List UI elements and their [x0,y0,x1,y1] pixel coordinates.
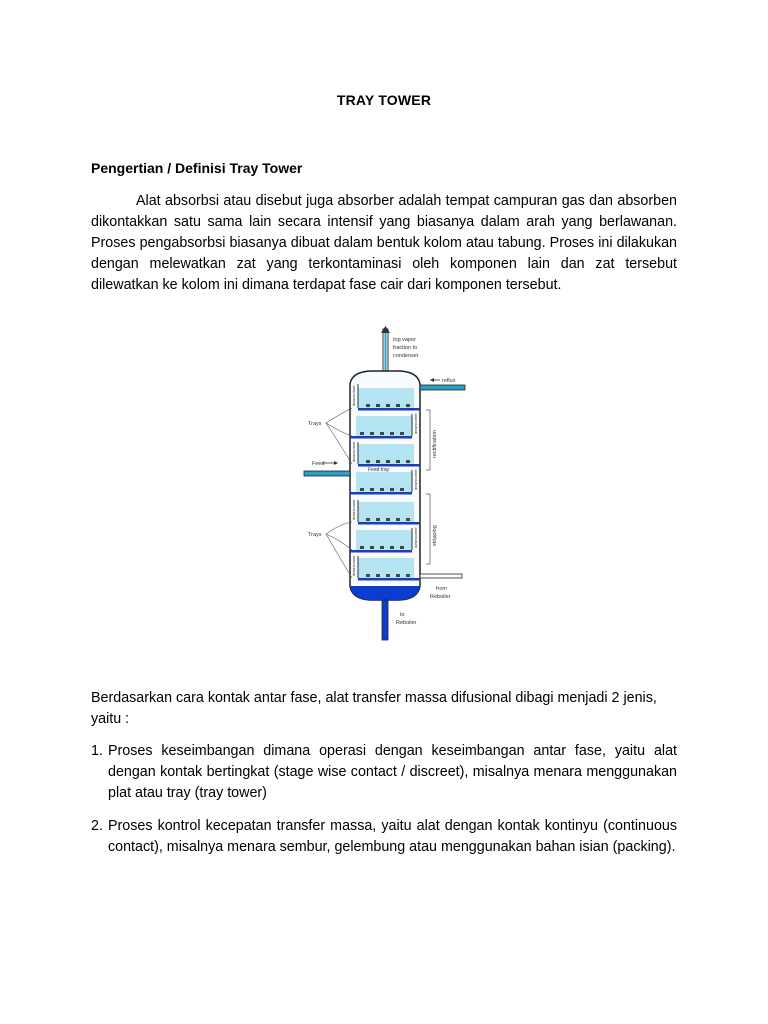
tray-tower-diagram [300,324,470,644]
reflux-label: reflux [442,378,456,384]
top-vapor-label-2: fraction to [393,345,418,351]
list-number: 1. [91,743,103,759]
list-text: Proses kontrol kecepatan transfer massa, yaitu alat dengan kontak kontinyu (continuous contact), misalnya menara sembur, gelembung atau menggunakan bahan isian (packing). [108,818,677,855]
to-reboiler-label-1: to [400,612,405,618]
list-item [91,816,677,858]
document-title: TRAY TOWER [336,92,432,108]
top-vapor-label-1: top vapor [393,337,416,343]
rectification-bracket [426,410,430,470]
paragraph-definition: Alat absorbsi atau disebut juga absorber adalah tempat campuran gas dan absorben dikontakkan satu sama lain secara intensif yang biasanya dalam arah yang berlawanan. Proses pengabsorbsi biasanya dibuat dalam bentuk kolom atau tabung. Proses ini dilakukan dengan melewatkan zat yang terkontaminasi oleh komponen lain dan zat tersebut dilewatkan ke kolom ini dimana terdapat fase cair dari komponen tersebut. [91,193,677,293]
paragraph-classification: Berdasarkan cara kontak antar fase, alat transfer massa difusional dibagi menjadi 2 jenis, yaitu : [91,690,657,727]
trays-lower-pointer [326,534,352,550]
stripping-label: stripping [432,525,438,546]
feed-arrow-head [334,461,338,465]
trays-lower-pointer [326,522,352,534]
to-reboiler-pipe [382,600,388,640]
stripping-bracket [426,494,430,564]
downcomer-label: downcomer [351,499,356,520]
trays-upper-pointer [326,423,352,464]
list-number: 2. [91,818,103,834]
to-reboiler-label-2: Reboiler [396,620,417,626]
tray [358,522,420,525]
tray [350,550,412,553]
trays-upper-label: Trays [308,421,322,427]
top-vapor-label-3: condenser [393,353,419,359]
feed-label: Feed [312,461,325,467]
top-vapor-arrow [381,326,390,333]
downcomer-label: downcomer [413,527,418,548]
top-vapor-pipe-fill [385,329,387,373]
feed-tray-label: Feed tray [368,467,390,473]
from-reboiler-label-1: from [436,586,447,592]
feed-pipe [304,471,350,476]
from-reboiler-pipe [420,574,462,578]
downcomer-label: downcomer [413,413,418,434]
tray [350,492,412,495]
tray [358,578,420,581]
downcomer-label: downcomer [351,555,356,576]
tray [358,408,420,411]
from-reboiler-label-2: Reboiler [430,594,451,600]
trays-lower-label: Trays [308,532,322,538]
trays-upper-pointer [326,408,352,423]
downcomer-label: downcomer [351,385,356,406]
bottom-liquid [350,586,420,600]
trays-upper-pointer [326,423,352,436]
downcomer-label: downcomer [351,441,356,462]
list-text: Proses keseimbangan dimana operasi dengan keseimbangan antar fase, yaitu alat dengan kontak bertingkat (stage wise contact / discreet), misalnya menara menggunakan plat atau tray (tray tower) [108,743,677,801]
section-heading: Pengertian / Definisi Tray Tower [91,160,303,176]
reflux-arrow-head [430,378,434,382]
column-foam [356,388,414,578]
downcomer-label: downcomer [413,469,418,490]
reflux-pipe [420,385,465,390]
list-item [91,741,677,804]
tray [350,436,412,439]
rectification-label: rectification [432,430,438,458]
